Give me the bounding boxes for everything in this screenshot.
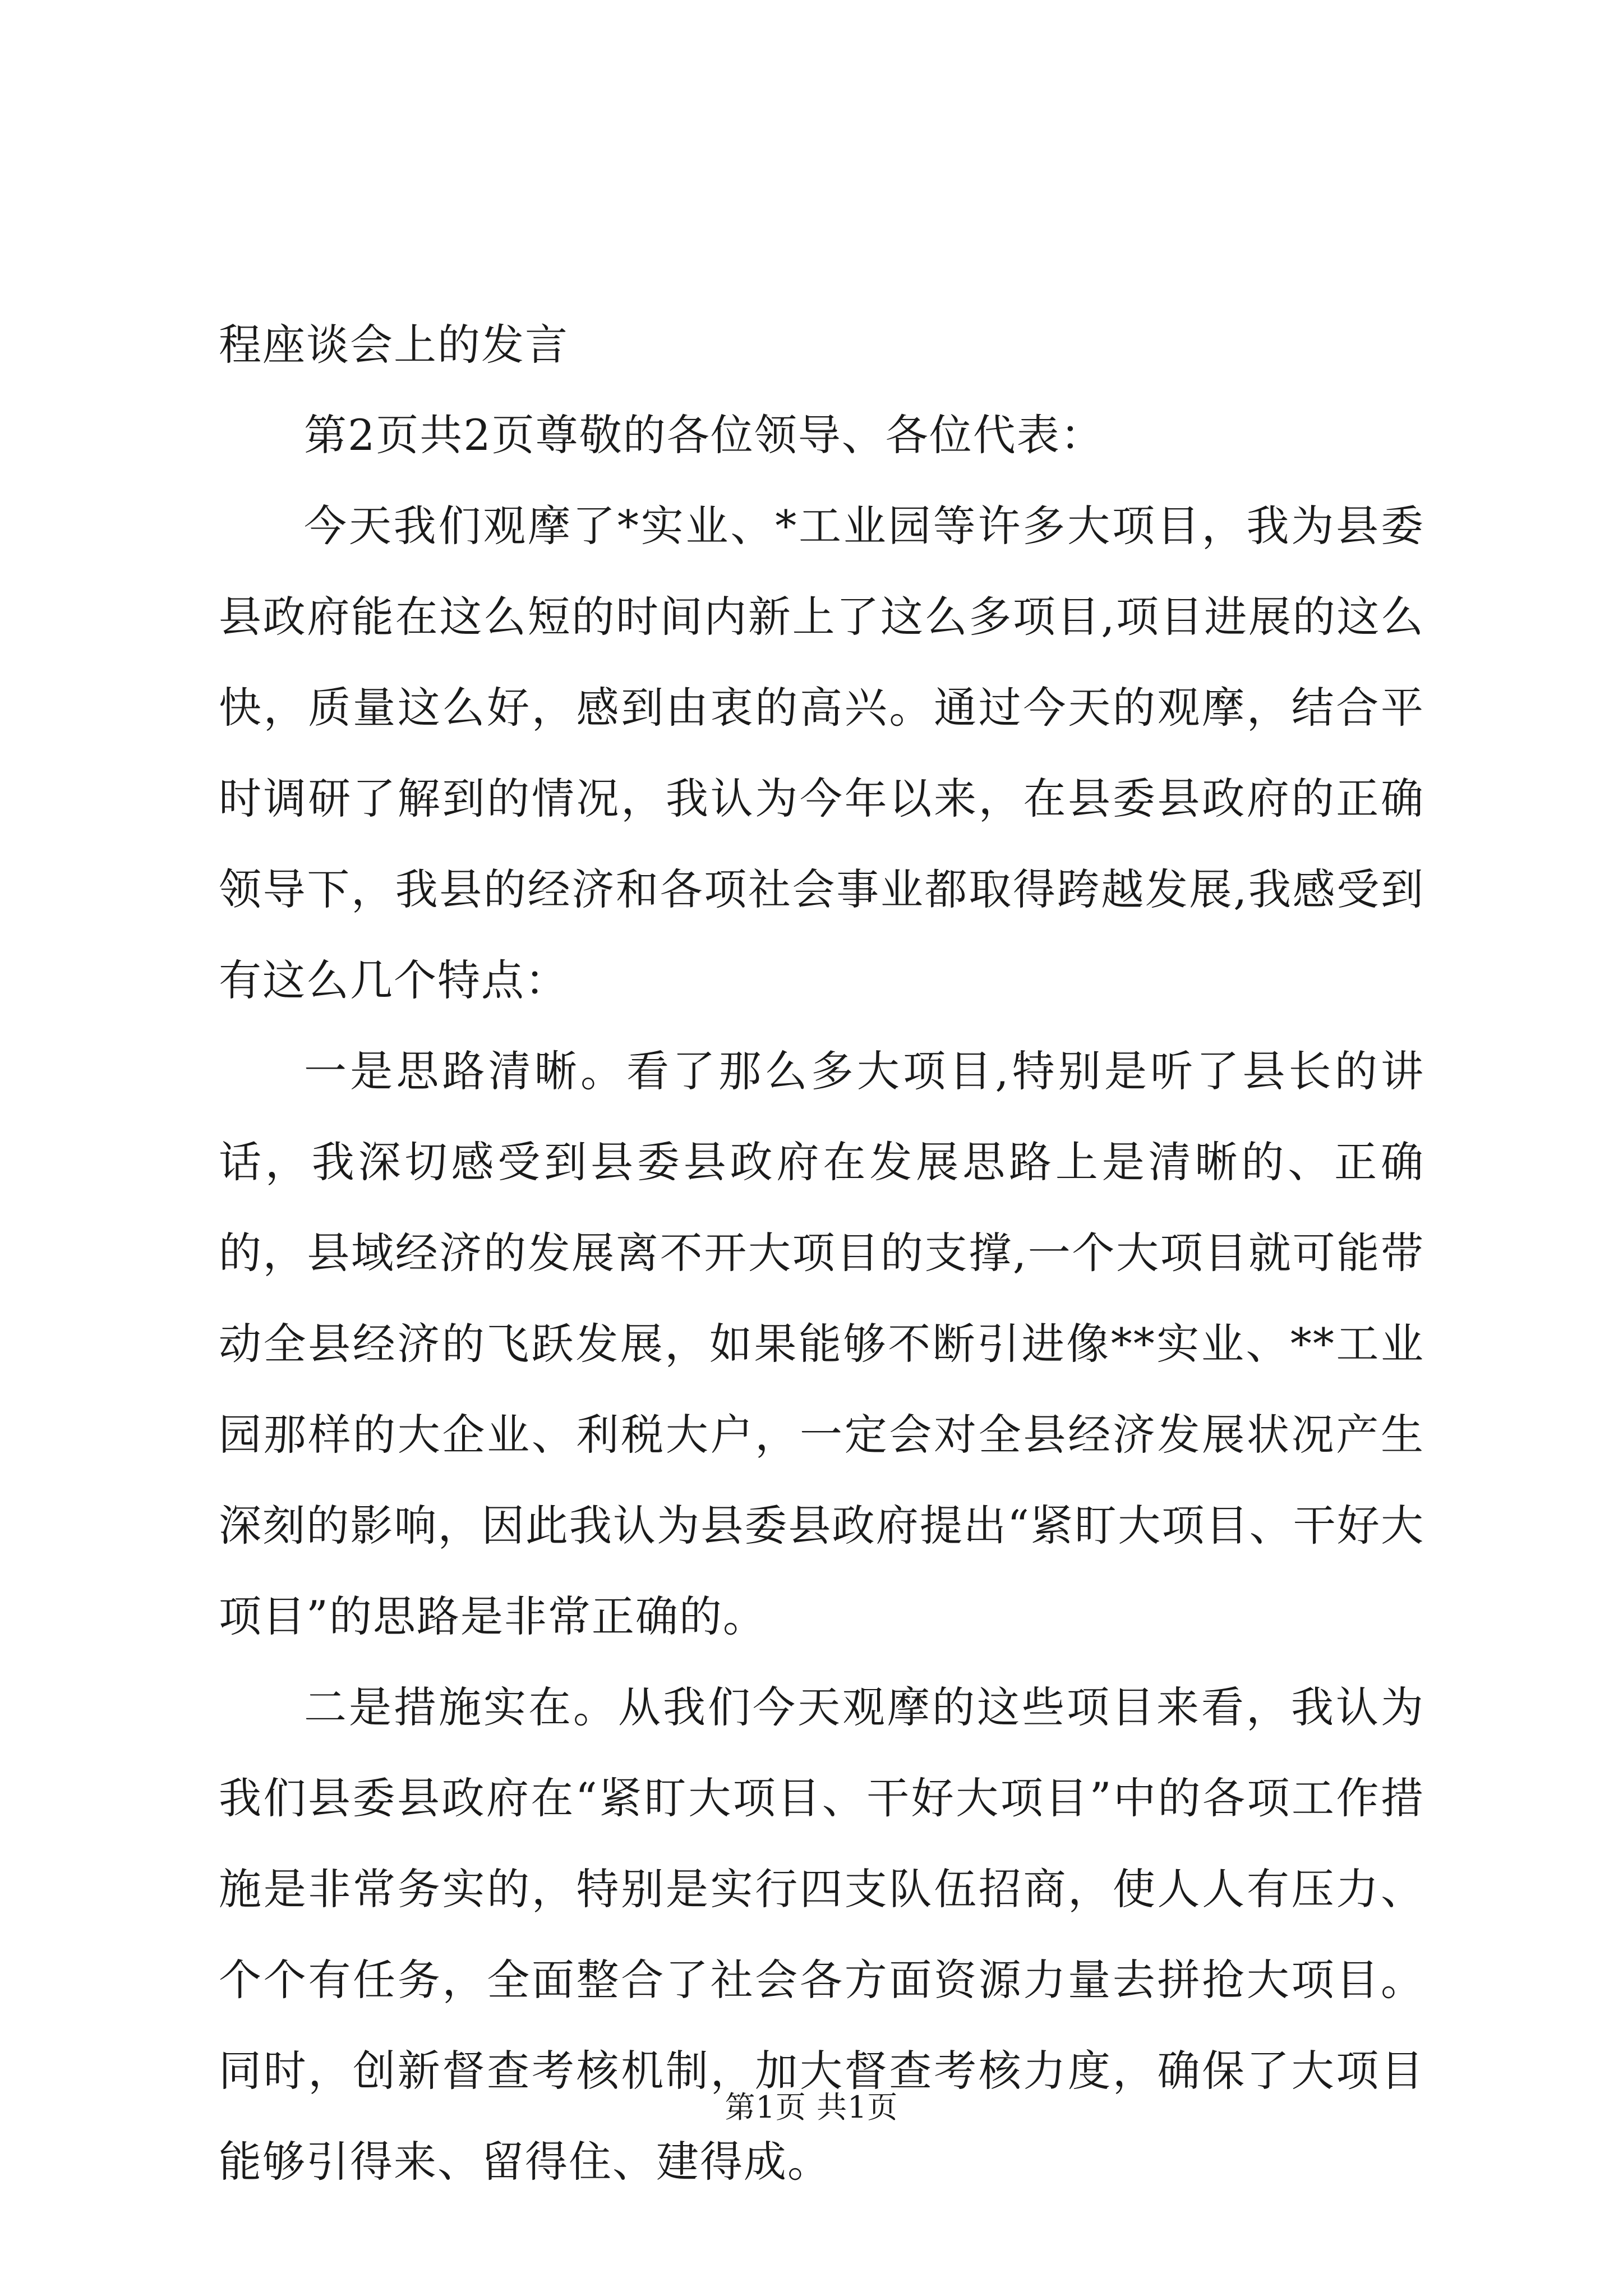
point-one-paragraph: 一是思路清晰。看了那么多大项目,特别是听了县长的讲话，我深切感受到县委县政府在发展思路上是清晰的、正确的，县域经济的发展离不开大项目的支撑,一个大项目就可能带动全县经济的飞跃发展，如果能够不断引进像**实业、**工业园那样的大企业、利税大户，一定会对全县经济发展状况产生深刻的影响，因此我认为县委县政府提出“紧盯大项目、干好大项目”的思路是非常正确的。: [219, 1046, 1424, 1641]
title-continuation: 程座谈会上的发言: [219, 320, 569, 370]
intro-paragraph: 今天我们观摩了*实业、*工业园等许多大项目，我为县委县政府能在这么短的时间内新上了这么多项目,项目进展的这么快，质量这么好，感到由衷的高兴。通过今天的观摩，结合平时调研了解到的情况，我认为今年以来，在县委县政府的正确领导下，我县的经济和各项社会事业都取得跨越发展,我感受到有这么几个特点：: [219, 501, 1424, 1005]
salutation-paragraph: 第2页共2页尊敬的各位领导、各位代表：: [304, 410, 1104, 460]
page-footer: 第1页 共1页: [725, 2090, 898, 2125]
document-body: [219, 300, 1424, 2207]
point-two-paragraph: 二是措施实在。从我们今天观摩的这些项目来看，我认为我们县委县政府在“紧盯大项目、干好大项目”中的各项工作措施是非常务实的，特别是实行四支队伍招商，使人人有压力、个个有任务，全面整合了社会各方面资源力量去拼抢大项目。同时，创新督查考核机制，加大督查考核力度，确保了大项目能够引得来、留得住、建得成。: [219, 1682, 1424, 2187]
